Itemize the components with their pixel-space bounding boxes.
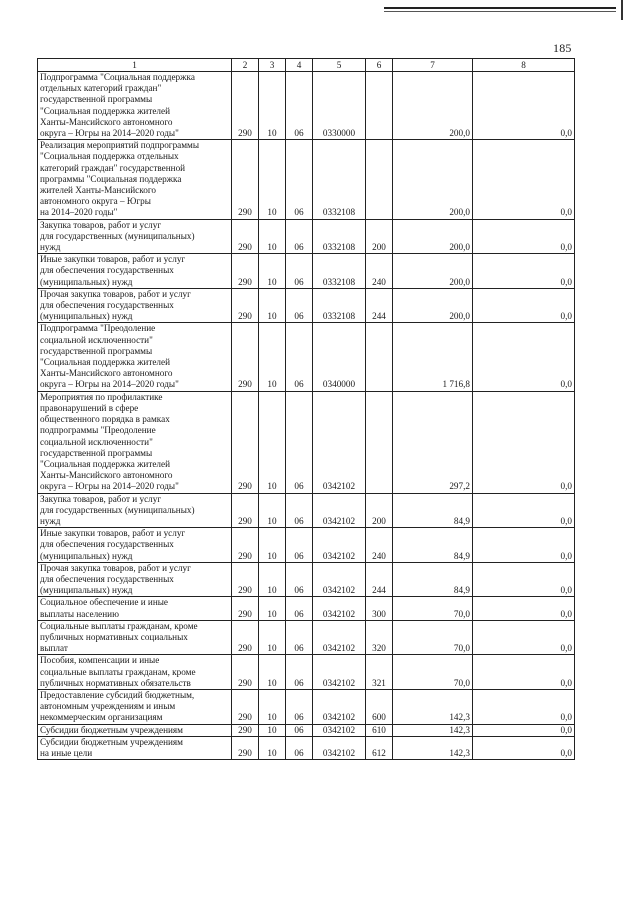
section-code-cell: 10	[259, 323, 286, 391]
target-item-code-cell: 0330000	[313, 72, 366, 140]
ministry-code-cell: 290	[232, 323, 259, 391]
ministry-code-cell: 290	[232, 493, 259, 528]
expense-type-code-cell	[366, 72, 393, 140]
budget-table	[37, 58, 575, 760]
header-row	[38, 59, 575, 72]
expense-type-code-cell	[366, 323, 393, 391]
amount-cell: 297,2	[393, 391, 473, 493]
target-item-code-cell: 0342102	[313, 689, 366, 724]
ministry-code-cell: 290	[232, 689, 259, 724]
table-row	[38, 72, 575, 140]
ministry-code-cell: 290	[232, 391, 259, 493]
target-item-code-cell: 0332108	[313, 219, 366, 254]
expense-type-code-cell	[366, 391, 393, 493]
amount-cell: 200,0	[393, 288, 473, 323]
amount-2-cell: 0,0	[473, 219, 575, 254]
amount-cell: 70,0	[393, 620, 473, 655]
expense-type-code-cell: 610	[366, 724, 393, 736]
subsection-code-cell: 06	[286, 140, 313, 219]
expense-type-code-cell: 244	[366, 288, 393, 323]
table-row	[38, 219, 575, 254]
amount-cell: 200,0	[393, 254, 473, 289]
target-item-code-cell: 0342102	[313, 391, 366, 493]
subsection-code-cell: 06	[286, 391, 313, 493]
amount-2-cell: 0,0	[473, 689, 575, 724]
amount-cell: 84,9	[393, 493, 473, 528]
amount-2-cell: 0,0	[473, 288, 575, 323]
amount-2-cell: 0,0	[473, 736, 575, 759]
expense-type-code-cell: 244	[366, 562, 393, 597]
header-cell: 1	[38, 59, 232, 72]
ministry-code-cell: 290	[232, 140, 259, 219]
table-row	[38, 724, 575, 736]
ministry-code-cell: 290	[232, 528, 259, 563]
table-row	[38, 562, 575, 597]
header-cell: 3	[259, 59, 286, 72]
table-row	[38, 655, 575, 690]
expense-type-code-cell: 600	[366, 689, 393, 724]
ministry-code-cell: 290	[232, 562, 259, 597]
expense-type-code-cell: 200	[366, 219, 393, 254]
header-cell: 4	[286, 59, 313, 72]
table-row	[38, 597, 575, 620]
subsection-code-cell: 06	[286, 562, 313, 597]
ministry-code-cell: 290	[232, 724, 259, 736]
target-item-code-cell: 0342102	[313, 724, 366, 736]
table-row	[38, 493, 575, 528]
target-item-code-cell: 0342102	[313, 528, 366, 563]
expense-type-code-cell: 320	[366, 620, 393, 655]
amount-cell: 142,3	[393, 736, 473, 759]
amount-cell: 70,0	[393, 655, 473, 690]
item-name-cell: Предоставление субсидий бюджетным, автономным учреждениям и иным некоммерческим организациям	[38, 689, 232, 724]
item-name-cell: Социальное обеспечение и иные выплаты населению	[38, 597, 232, 620]
ministry-code-cell: 290	[232, 288, 259, 323]
ministry-code-cell: 290	[232, 597, 259, 620]
item-name-cell: Подпрограмма "Преодоление социальной исключенности" государственной программы "Социальная поддержка жителей Ханты-Мансийского автономного округа – Югры на 2014–2020 годы"	[38, 323, 232, 391]
target-item-code-cell: 0342102	[313, 655, 366, 690]
subsection-code-cell: 06	[286, 736, 313, 759]
subsection-code-cell: 06	[286, 689, 313, 724]
table-row	[38, 288, 575, 323]
section-code-cell: 10	[259, 724, 286, 736]
amount-cell: 1 716,8	[393, 323, 473, 391]
section-code-cell: 10	[259, 620, 286, 655]
item-name-cell: Иные закупки товаров, работ и услуг для обеспечения государственных (муниципальных) нужд	[38, 528, 232, 563]
section-code-cell: 10	[259, 736, 286, 759]
item-name-cell: Прочая закупка товаров, работ и услуг для обеспечения государственных (муниципальных) нужд	[38, 288, 232, 323]
ministry-code-cell: 290	[232, 219, 259, 254]
subsection-code-cell: 06	[286, 620, 313, 655]
expense-type-code-cell: 240	[366, 528, 393, 563]
header-cell: 5	[313, 59, 366, 72]
item-name-cell: Субсидии бюджетным учреждениям	[38, 724, 232, 736]
item-name-cell: Пособия, компенсации и иные социальные выплаты гражданам, кроме публичных нормативных обязательств	[38, 655, 232, 690]
amount-cell: 200,0	[393, 72, 473, 140]
item-name-cell: Иные закупки товаров, работ и услуг для обеспечения государственных (муниципальных) нужд	[38, 254, 232, 289]
section-code-cell: 10	[259, 597, 286, 620]
section-code-cell: 10	[259, 254, 286, 289]
target-item-code-cell: 0340000	[313, 323, 366, 391]
expense-type-code-cell	[366, 140, 393, 219]
target-item-code-cell: 0342102	[313, 493, 366, 528]
subsection-code-cell: 06	[286, 254, 313, 289]
table-row	[38, 391, 575, 493]
table-row	[38, 323, 575, 391]
amount-2-cell: 0,0	[473, 254, 575, 289]
item-name-cell: Закупка товаров, работ и услуг для государственных (муниципальных) нужд	[38, 493, 232, 528]
amount-2-cell: 0,0	[473, 562, 575, 597]
ministry-code-cell: 290	[232, 620, 259, 655]
subsection-code-cell: 06	[286, 288, 313, 323]
subsection-code-cell: 06	[286, 655, 313, 690]
target-item-code-cell: 0332108	[313, 140, 366, 219]
amount-cell: 200,0	[393, 219, 473, 254]
amount-2-cell: 0,0	[473, 72, 575, 140]
binding-edge-mark	[621, 0, 623, 905]
amount-cell: 200,0	[393, 140, 473, 219]
target-item-code-cell: 0342102	[313, 597, 366, 620]
ministry-code-cell: 290	[232, 72, 259, 140]
item-name-cell: Социальные выплаты гражданам, кроме публичных нормативных социальных выплат	[38, 620, 232, 655]
amount-2-cell: 0,0	[473, 597, 575, 620]
table-row	[38, 528, 575, 563]
expense-type-code-cell: 300	[366, 597, 393, 620]
target-item-code-cell: 0342102	[313, 620, 366, 655]
section-code-cell: 10	[259, 391, 286, 493]
header-cell: 6	[366, 59, 393, 72]
amount-2-cell: 0,0	[473, 391, 575, 493]
amount-cell: 70,0	[393, 597, 473, 620]
amount-cell: 84,9	[393, 528, 473, 563]
subsection-code-cell: 06	[286, 597, 313, 620]
header-rule	[384, 7, 616, 9]
amount-cell: 142,3	[393, 724, 473, 736]
subsection-code-cell: 06	[286, 323, 313, 391]
subsection-code-cell: 06	[286, 219, 313, 254]
item-name-cell: Закупка товаров, работ и услуг для государственных (муниципальных) нужд	[38, 219, 232, 254]
ministry-code-cell: 290	[232, 736, 259, 759]
item-name-cell: Подпрограмма "Социальная поддержка отдельных категорий граждан" государственной программы "Социальная поддержка жителей Ханты-Мансийского автономного округа – Югры на 2014–2020 годы"	[38, 72, 232, 140]
target-item-code-cell: 0342102	[313, 736, 366, 759]
header-rule-thin	[384, 11, 616, 12]
expense-type-code-cell: 200	[366, 493, 393, 528]
section-code-cell: 10	[259, 655, 286, 690]
ministry-code-cell: 290	[232, 655, 259, 690]
subsection-code-cell: 06	[286, 724, 313, 736]
table-row	[38, 689, 575, 724]
subsection-code-cell: 06	[286, 493, 313, 528]
amount-2-cell: 0,0	[473, 140, 575, 219]
table-row	[38, 140, 575, 219]
table-row	[38, 736, 575, 759]
section-code-cell: 10	[259, 288, 286, 323]
amount-cell: 142,3	[393, 689, 473, 724]
header-cell: 7	[393, 59, 473, 72]
section-code-cell: 10	[259, 689, 286, 724]
target-item-code-cell: 0332108	[313, 288, 366, 323]
subsection-code-cell: 06	[286, 528, 313, 563]
table-row	[38, 254, 575, 289]
section-code-cell: 10	[259, 528, 286, 563]
header-cell: 8	[473, 59, 575, 72]
section-code-cell: 10	[259, 72, 286, 140]
amount-cell: 84,9	[393, 562, 473, 597]
target-item-code-cell: 0342102	[313, 562, 366, 597]
section-code-cell: 10	[259, 140, 286, 219]
item-name-cell: Реализация мероприятий подпрограммы "Социальная поддержка отдельных категорий граждан" государственной программы "Социальная поддержка жителей Ханты-Мансийского автономного округа – Югры на 2014–2020 годы"	[38, 140, 232, 219]
table-row	[38, 620, 575, 655]
amount-2-cell: 0,0	[473, 493, 575, 528]
expense-type-code-cell: 612	[366, 736, 393, 759]
expense-type-code-cell: 240	[366, 254, 393, 289]
ministry-code-cell: 290	[232, 254, 259, 289]
section-code-cell: 10	[259, 562, 286, 597]
item-name-cell: Прочая закупка товаров, работ и услуг для обеспечения государственных (муниципальных) нужд	[38, 562, 232, 597]
subsection-code-cell: 06	[286, 72, 313, 140]
expense-type-code-cell: 321	[366, 655, 393, 690]
item-name-cell: Мероприятия по профилактике правонарушений в сфере общественного порядка в рамках подпрограммы "Преодоление социальной исключенности" государственной программы "Социальная поддержка жителей Ханты-Мансийского автономного округа – Югры на 2014–2020 годы"	[38, 391, 232, 493]
section-code-cell: 10	[259, 493, 286, 528]
target-item-code-cell: 0332108	[313, 254, 366, 289]
amount-2-cell: 0,0	[473, 528, 575, 563]
section-code-cell: 10	[259, 219, 286, 254]
amount-2-cell: 0,0	[473, 620, 575, 655]
page-number: 185	[553, 41, 572, 55]
amount-2-cell: 0,0	[473, 323, 575, 391]
item-name-cell: Субсидии бюджетным учреждениям на иные цели	[38, 736, 232, 759]
header-cell: 2	[232, 59, 259, 72]
table-body	[38, 72, 575, 760]
amount-2-cell: 0,0	[473, 655, 575, 690]
amount-2-cell: 0,0	[473, 724, 575, 736]
